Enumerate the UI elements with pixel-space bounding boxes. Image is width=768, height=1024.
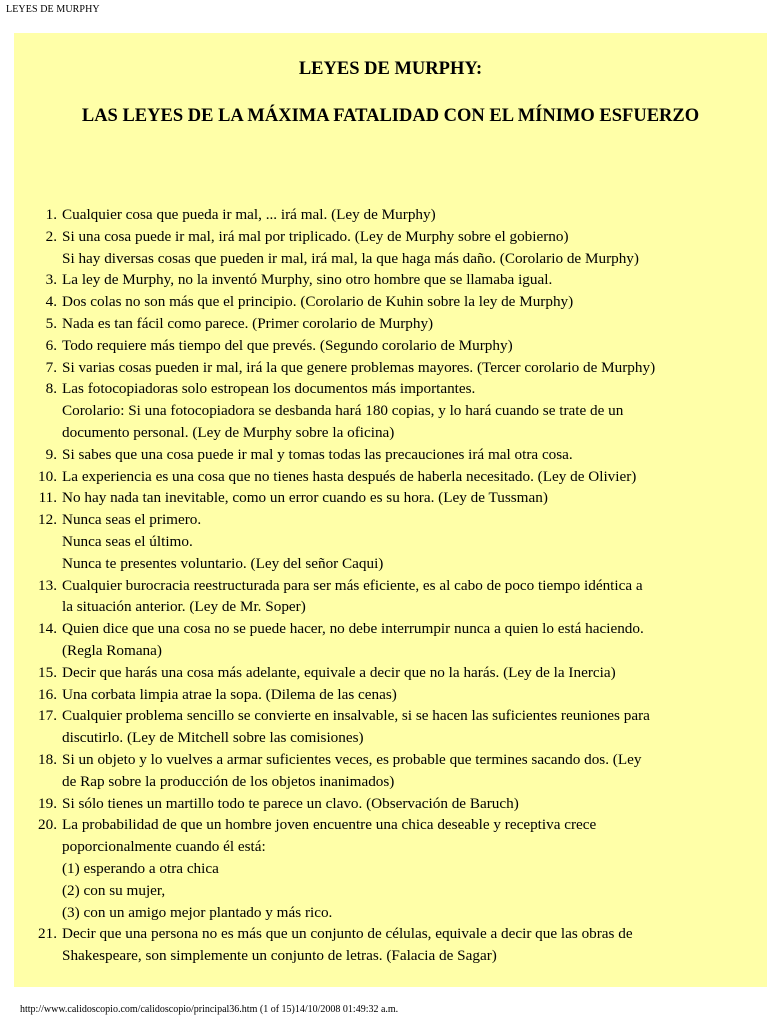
- law-number: 6.: [45, 336, 57, 354]
- content-panel: [14, 33, 767, 987]
- law-number: 3.: [45, 271, 57, 289]
- law-number: 19.: [38, 794, 57, 812]
- law-item: [14, 705, 750, 749]
- law-item: [14, 291, 750, 313]
- law-item: [14, 378, 750, 443]
- law-number: 7.: [45, 358, 57, 376]
- law-text-line: (3) con un amigo mejor plantado y más rico.: [62, 903, 333, 921]
- law-number: 1.: [45, 206, 57, 223]
- law-text-line: poporcionalmente cuando él está:: [62, 838, 266, 856]
- law-text-line: La ley de Murphy, no la inventó Murphy, sino otro hombre que se llamaba igual.: [62, 271, 553, 289]
- law-number: 16.: [38, 685, 57, 703]
- law-text-line: Todo requiere más tiempo del que prevés. (Segundo corolario de Murphy): [62, 336, 513, 354]
- law-number: 5.: [45, 314, 57, 332]
- law-text-line: Quien dice que una cosa no se puede hacer, no debe interrumpir nunca a quien lo está haciendo.: [62, 620, 644, 638]
- law-number: 18.: [38, 750, 57, 768]
- law-item: [14, 749, 750, 793]
- law-text-line: (Regla Romana): [62, 641, 162, 659]
- law-number: 15.: [38, 663, 57, 681]
- law-item: [14, 793, 750, 815]
- law-text-line: Si varias cosas pueden ir mal, irá la que genere problemas mayores. (Tercer corolario de Murphy): [62, 358, 656, 376]
- law-text-line: Si una cosa puede ir mal, irá mal por triplicado. (Ley de Murphy sobre el gobierno): [62, 227, 569, 245]
- law-item: [14, 335, 750, 357]
- law-item: [14, 313, 750, 335]
- law-item: [14, 466, 750, 488]
- law-text-line: La experiencia es una cosa que no tienes hasta después de haberla necesitado. (Ley de Olivier): [62, 467, 637, 485]
- page-subtitle: LAS LEYES DE LA MÁXIMA FATALIDAD CON EL MÍNIMO ESFUERZO: [81, 106, 700, 126]
- law-text-line: Dos colas no son más que el principio. (Corolario de Kuhin sobre la ley de Murphy): [62, 293, 574, 311]
- law-text-line: La probabilidad de que un hombre joven encuentre una chica deseable y receptiva crece: [62, 816, 597, 834]
- law-text-line: Si sólo tienes un martillo todo te parece un clavo. (Observación de Baruch): [62, 794, 519, 812]
- law-text-line: Nunca seas el último.: [62, 532, 193, 550]
- law-text-line: la situación anterior. (Ley de Mr. Soper): [62, 598, 306, 616]
- law-number: 13.: [38, 576, 57, 594]
- law-item: [14, 684, 750, 706]
- law-item: [14, 204, 750, 226]
- law-text-line: Cualquier cosa que pueda ir mal, ... irá mal. (Ley de Murphy): [62, 206, 436, 223]
- law-number: 8.: [45, 380, 57, 398]
- law-text-line: Decir que una persona no es más que un conjunto de células, equivale a decir que las obras de: [62, 925, 633, 943]
- law-number: 14.: [38, 620, 57, 638]
- law-text-line: Nunca te presentes voluntario. (Ley del señor Caqui): [62, 554, 384, 572]
- law-text-line: Si un objeto y lo vuelves a armar suficientes veces, es probable que termines sacando dos. (Ley: [62, 750, 642, 768]
- law-number: 4.: [45, 293, 57, 311]
- law-text-line: Shakespeare, son simplemente un conjunto de letras. (Falacia de Sagar): [62, 947, 497, 965]
- law-item: [14, 662, 750, 684]
- law-text-line: (1) esperando a otra chica: [62, 859, 219, 877]
- law-item: [14, 509, 750, 574]
- law-text-line: (2) con su mujer,: [62, 881, 166, 899]
- law-number: 10.: [38, 467, 57, 485]
- law-text-line: Nunca seas el primero.: [62, 511, 202, 529]
- law-item: [14, 575, 750, 619]
- page-title: LEYES DE MURPHY:: [298, 59, 483, 79]
- law-item: [14, 269, 750, 291]
- law-text-line: Las fotocopiadoras solo estropean los documentos más importantes.: [62, 380, 476, 398]
- law-text-line: de Rap sobre la producción de los objetos inanimados): [62, 772, 395, 790]
- law-text-line: Cualquier burocracia reestructurada para ser más eficiente, es al cabo de poco tiempo idéntica a: [62, 576, 643, 594]
- law-text-line: Corolario: Si una fotocopiadora se desbanda hará 180 copias, y lo hará cuando se trate de un: [62, 402, 624, 420]
- law-number: 11.: [38, 489, 57, 507]
- law-number: 2.: [45, 227, 57, 245]
- law-number: 9.: [45, 445, 57, 463]
- law-text-line: Cualquier problema sencillo se convierte en insalvable, si se hacen las suficientes reuniones para: [62, 707, 650, 725]
- print-header: LEYES DE MURPHY: [6, 4, 100, 15]
- print-footer: http://www.calidoscopio.com/calidoscopio/principal36.htm (1 of 15)14/10/2008 01:49:32 a.m.: [20, 1004, 399, 1015]
- law-item: [14, 618, 750, 662]
- law-text-line: Si sabes que una cosa puede ir mal y tomas todas las precauciones irá mal otra cosa.: [62, 445, 573, 463]
- law-text-line: Si hay diversas cosas que pueden ir mal, irá mal, la que haga más daño. (Corolario de Murphy): [62, 249, 639, 267]
- law-number: 21.: [38, 925, 57, 943]
- law-text-line: discutirlo. (Ley de Mitchell sobre las comisiones): [62, 729, 364, 747]
- law-item: [14, 814, 750, 923]
- law-number: 17.: [38, 707, 57, 725]
- law-text-line: Una corbata limpia atrae la sopa. (Dilema de las cenas): [62, 685, 397, 703]
- law-number: 20.: [38, 816, 57, 834]
- law-text-line: Decir que harás una cosa más adelante, equivale a decir que no la harás. (Ley de la Inercia): [62, 663, 616, 681]
- law-item: [14, 357, 750, 379]
- law-text-line: Nada es tan fácil como parece. (Primer corolario de Murphy): [62, 314, 434, 332]
- laws-list: [14, 204, 767, 967]
- law-text-line: No hay nada tan inevitable, como un error cuando es su hora. (Ley de Tussman): [62, 489, 548, 507]
- law-item: [14, 444, 750, 466]
- law-item: [14, 923, 750, 967]
- law-number: 12.: [38, 511, 57, 529]
- law-item: [14, 487, 750, 509]
- law-item: [14, 226, 750, 270]
- law-text-line: documento personal. (Ley de Murphy sobre la oficina): [62, 423, 395, 441]
